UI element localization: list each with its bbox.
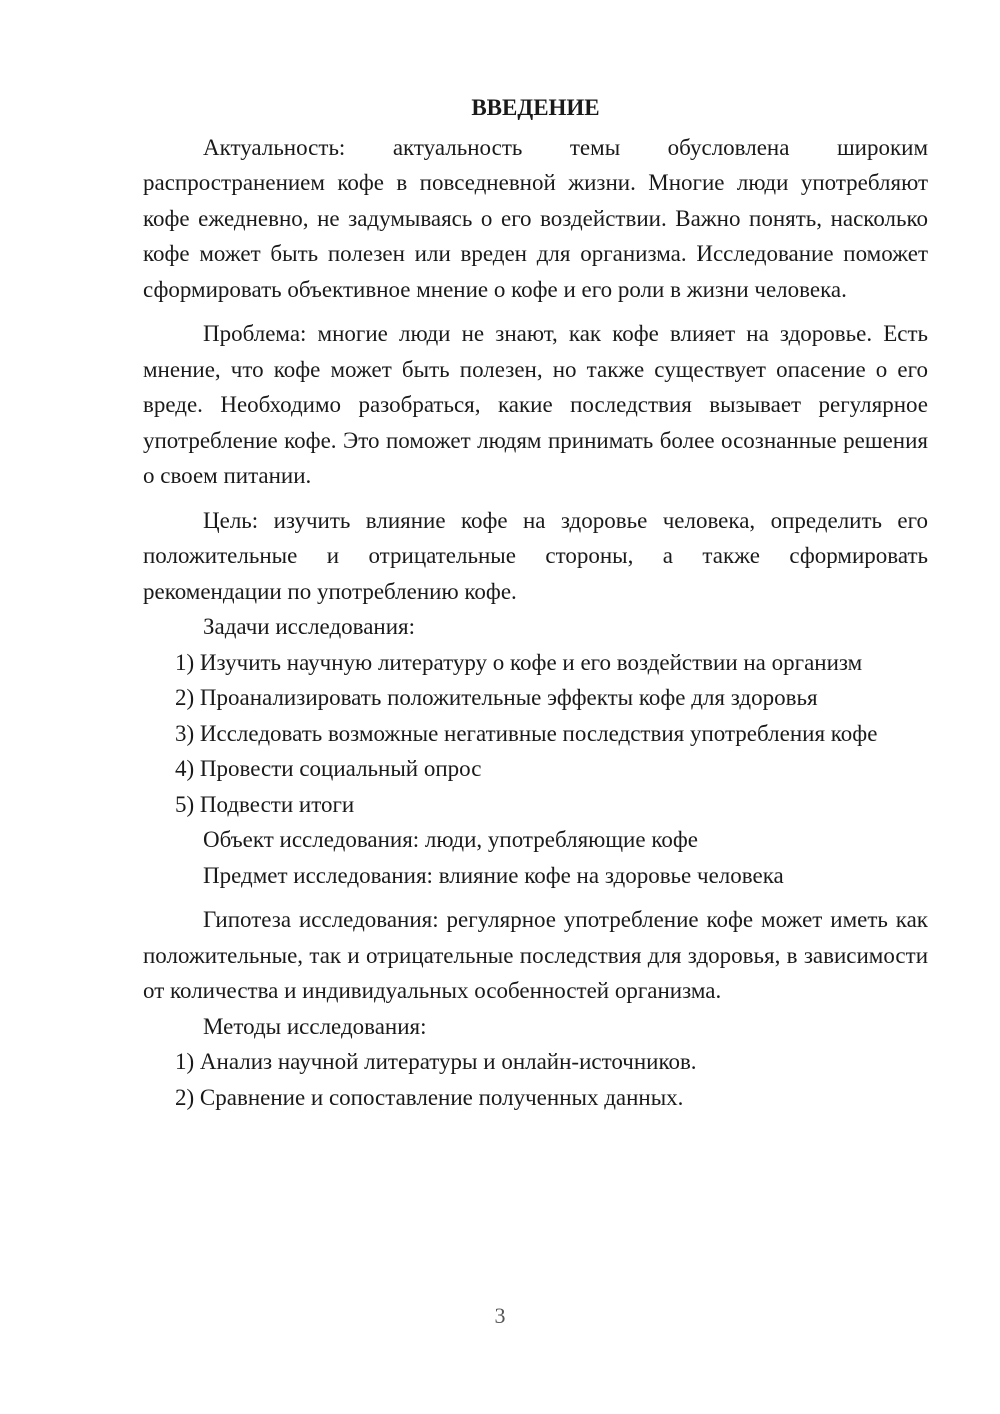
task-item: 1) Изучить научную литературу о кофе и его воздействии на организм (175, 649, 863, 675)
goal-paragraph: Цель: изучить влияние кофе на здоровье человека, определить его положительные и отрицательные стороны, а также сформировать рекомендации по употреблению кофе. (143, 507, 928, 604)
hypothesis-paragraph: Гипотеза исследования: регулярное употребление кофе может иметь как положительные, так и отрицательные последствия для здоровья, в зависимости от количества и индивидуальных особенностей организма. (143, 907, 928, 1003)
tasks-heading: Задачи исследования: (203, 614, 416, 639)
page-title: ВВЕДЕНИЕ (471, 95, 600, 120)
relevance-paragraph: Актуальность: актуальность темы обусловлена широким распространением кофе в повседневной жизни. Многие люди употребляют кофе ежедневно, не задумываясь о его воздействии. Важно понять, насколько кофе может быть полезен или вреден для организма. Исследование поможет сформировать объективное мнение о кофе и его роли в жизни человека. (143, 134, 928, 302)
task-item: 4) Провести социальный опрос (175, 756, 482, 781)
task-item: 3) Исследовать возможные негативные последствия употребления кофе (175, 720, 878, 746)
task-item: 2) Проанализировать положительные эффекты кофе для здоровья (175, 685, 818, 710)
method-item: 1) Анализ научной литературы и онлайн-источников. (175, 1049, 697, 1074)
methods-heading: Методы исследования: (203, 1013, 427, 1039)
object-paragraph: Объект исследования: люди, употребляющие кофе (203, 827, 698, 852)
task-item: 5) Подвести итоги (175, 791, 355, 817)
page-number: 3 (494, 1303, 506, 1328)
method-item: 2) Сравнение и сопоставление полученных данных. (175, 1084, 684, 1110)
problem-paragraph: Проблема: многие люди не знают, как кофе влияет на здоровье. Есть мнение, что кофе может быть полезен, но также существует опасение о его вреде. Необходимо разобраться, какие последствия вызывает регулярное употребление кофе. Это поможет людям принимать более осознанные решения о своем питании. (143, 321, 928, 488)
document-page (143, 90, 928, 1115)
subject-paragraph: Предмет исследования: влияние кофе на здоровье человека (203, 862, 784, 888)
